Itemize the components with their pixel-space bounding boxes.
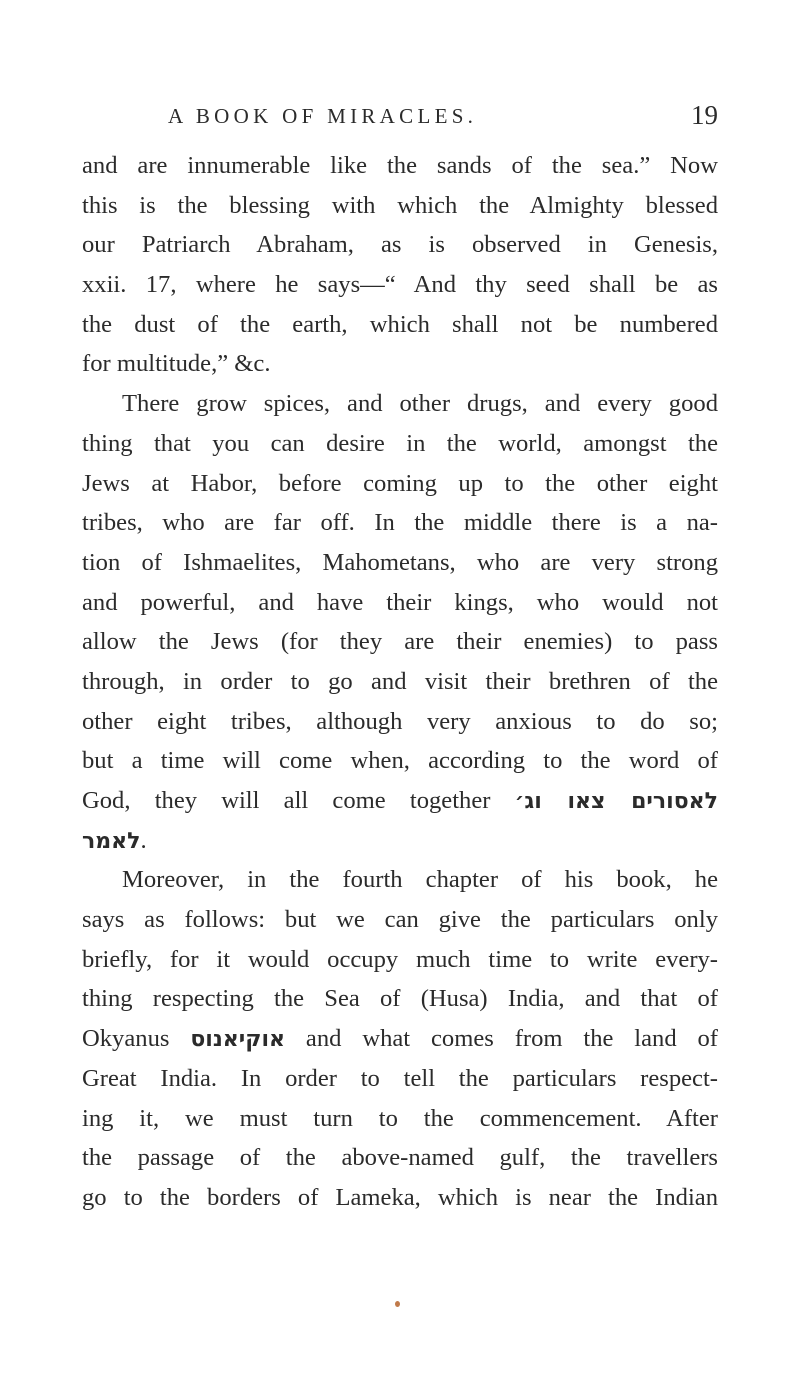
running-head (168, 100, 718, 134)
text-line: but a time will come when, according to the word of (82, 747, 718, 775)
text-line: for multitude,” &c. (82, 350, 271, 378)
text-line: thing respecting the Sea of (Husa) India, and that of (82, 985, 718, 1013)
body-text (82, 146, 718, 1218)
text-line: Moreover, in the fourth chapter of his book, he (122, 866, 718, 894)
text-line: xxii. 17, where he says—“ And thy seed shall be as (82, 271, 718, 299)
text-line: our Patriarch Abraham, as is observed in Genesis, (82, 231, 718, 259)
text-line: allow the Jews (for they are their enemies) to pass (82, 628, 718, 656)
text-line: tion of Ishmaelites, Mahometans, who are very strong (82, 548, 718, 576)
text-line: and are innumerable like the sands of the sea.” Now (82, 152, 718, 179)
text-line: There grow spices, and other drugs, and every good (122, 390, 718, 418)
text-line: the dust of the earth, which shall not be numbered (82, 310, 718, 338)
text-line: the passage of the above-named gulf, the travellers (82, 1144, 718, 1172)
text-line: this is the blessing with which the Almighty blessed (82, 191, 718, 219)
text-line: God, they will all come together לאסורים צאו וג׳ (82, 787, 718, 814)
running-title: A BOOK OF MIRACLES. (168, 104, 478, 128)
text-line: other eight tribes, although very anxious to do so; (82, 707, 718, 735)
text-line: Okyanus אוקיאנוס and what comes from the land of (82, 1025, 718, 1053)
text-line: go to the borders of Lameka, which is near the Indian (82, 1183, 718, 1211)
text-line: briefly, for it would occupy much time to write every- (82, 945, 718, 973)
text-line: ing it, we must turn to the commencement. After (82, 1104, 718, 1132)
hebrew-phrase: לאסורים צאו וג׳ (514, 789, 718, 814)
ink-spot (395, 1301, 400, 1307)
text-line: and powerful, and have their kings, who would not (82, 588, 718, 616)
page-number: 19 (691, 100, 718, 130)
text-line: לאמר. (82, 826, 147, 854)
hebrew-word: לאמר (82, 828, 141, 854)
text-line: thing that you can desire in the world, amongst the (82, 429, 718, 457)
text-line: Jews at Habor, before coming up to the other eight (82, 469, 718, 497)
text-line: through, in order to go and visit their brethren of the (82, 667, 718, 695)
text-line: tribes, who are far off. In the middle there is a na- (82, 509, 718, 537)
text-line: says as follows: but we can give the particulars only (82, 906, 718, 934)
text-line: Great India. In order to tell the particulars respect- (82, 1064, 718, 1092)
hebrew-word: אוקיאנוס (190, 1027, 286, 1053)
